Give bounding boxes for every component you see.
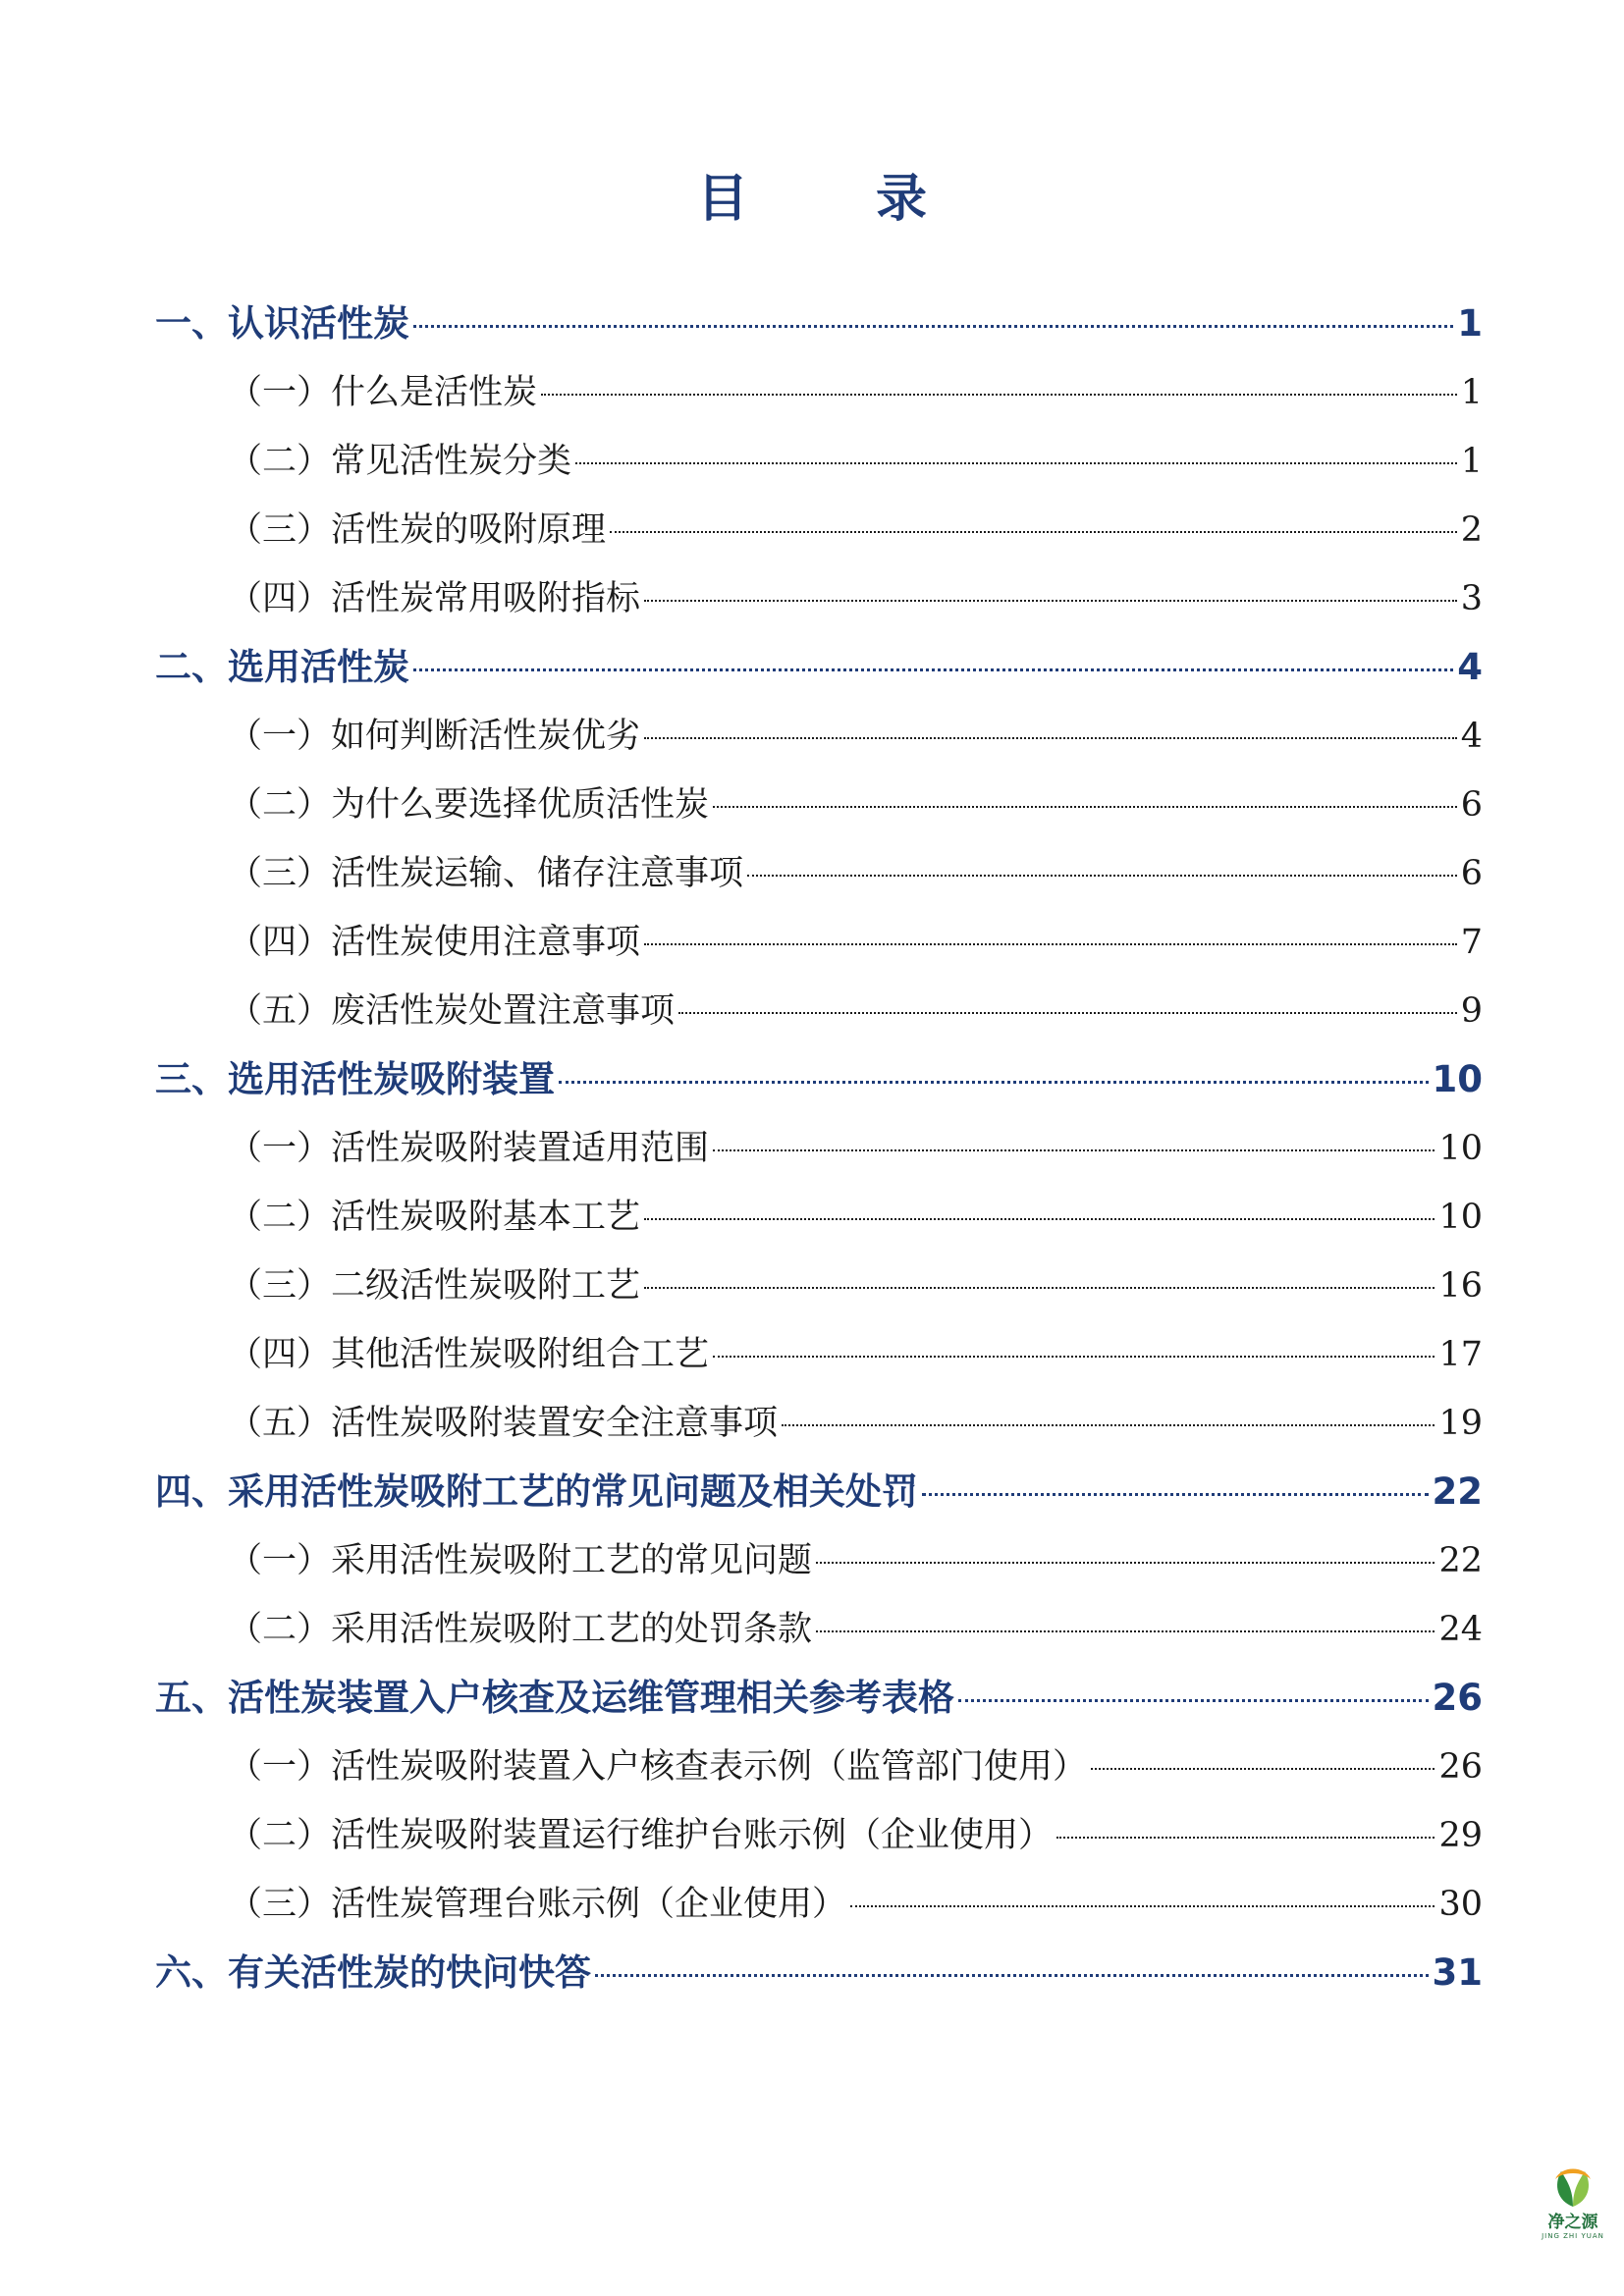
toc-page-number: 6 [1460,785,1483,825]
toc-label: （一）采用活性炭吸附工艺的常见问题 [228,1541,813,1580]
toc-leader [1056,1837,1435,1839]
toc-leader [575,462,1457,464]
table-of-contents [155,290,1483,2007]
toc-entry[interactable] [155,771,1483,839]
toc-page-number: 9 [1460,991,1483,1031]
toc-page-number: 10 [1432,1058,1483,1100]
toc-label: （三）活性炭管理台账示例（企业使用） [228,1885,847,1924]
toc-page-number: 22 [1432,1470,1483,1513]
toc-entry[interactable] [155,1939,1483,2007]
toc-leader [713,1356,1435,1358]
toc-page-number: 22 [1438,1541,1483,1580]
toc-page-number: 29 [1438,1816,1483,1855]
toc-leader [610,531,1457,533]
toc-page-number: 10 [1438,1129,1483,1168]
toc-page-number: 1 [1460,442,1483,481]
toc-page-number: 10 [1438,1198,1483,1237]
toc-leader [541,394,1457,396]
toc-entry[interactable] [155,633,1483,702]
toc-entry[interactable] [155,1870,1483,1939]
toc-label: 五、活性炭装置入户核查及运维管理相关参考表格 [155,1677,954,1719]
toc-page-number: 6 [1460,854,1483,893]
toc-entry[interactable] [155,1114,1483,1183]
toc-page-number: 4 [1460,717,1483,756]
toc-label: （二）为什么要选择优质活性炭 [228,785,710,825]
toc-entry[interactable] [155,908,1483,977]
toc-leader [559,1081,1429,1084]
toc-label: （四）活性炭常用吸附指标 [228,579,641,618]
toc-leader [816,1630,1435,1632]
toc-leader [713,1149,1435,1151]
toc-page-number: 1 [1457,302,1483,345]
toc-leader [713,806,1457,808]
toc-leader [595,1974,1429,1977]
toc-label: 六、有关活性炭的快问快答 [155,1951,591,1994]
toc-label: （二）常见活性炭分类 [228,442,572,481]
toc-entry[interactable] [155,1045,1483,1114]
toc-label: （三）活性炭的吸附原理 [228,510,607,550]
toc-leader [1091,1768,1435,1770]
toc-entry[interactable] [155,1801,1483,1870]
toc-leader [678,1012,1457,1014]
toc-entry[interactable] [155,702,1483,771]
toc-leader [644,1218,1435,1220]
toc-page-number: 17 [1438,1335,1483,1374]
toc-page-number: 2 [1460,510,1483,550]
toc-page-number: 19 [1438,1404,1483,1443]
toc-label: 一、认识活性炭 [155,302,409,345]
toc-entry[interactable] [155,564,1483,633]
toc-leader [922,1493,1429,1496]
toc-label: （一）什么是活性炭 [228,373,538,412]
toc-page-number: 1 [1460,373,1483,412]
toc-entry[interactable] [155,1183,1483,1252]
toc-label: （四）活性炭使用注意事项 [228,923,641,962]
toc-entry[interactable] [155,1458,1483,1526]
toc-page-number: 31 [1432,1951,1483,1994]
toc-entry[interactable] [155,496,1483,564]
leaf-logo-icon [1547,2160,1598,2211]
toc-page-number: 26 [1432,1677,1483,1719]
toc-page-number: 3 [1460,579,1483,618]
page-title: 目 录 [696,170,983,229]
toc-page-number: 24 [1438,1610,1483,1649]
toc-label: （五）废活性炭处置注意事项 [228,991,676,1031]
toc-label: （二）活性炭吸附装置运行维护台账示例（企业使用） [228,1816,1054,1855]
toc-label: （二）活性炭吸附基本工艺 [228,1198,641,1237]
toc-label: （四）其他活性炭吸附组合工艺 [228,1335,710,1374]
toc-page-number: 26 [1438,1747,1483,1787]
toc-entry[interactable] [155,1664,1483,1733]
toc-entry[interactable] [155,358,1483,427]
toc-leader [816,1562,1435,1564]
toc-label: 四、采用活性炭吸附工艺的常见问题及相关处罚 [155,1470,918,1513]
toc-page-number: 16 [1438,1266,1483,1306]
toc-label: （一）如何判断活性炭优劣 [228,717,641,756]
toc-label: （一）活性炭吸附装置适用范围 [228,1129,710,1168]
toc-page-number: 4 [1457,646,1483,688]
toc-label: （五）活性炭吸附装置安全注意事项 [228,1404,779,1443]
toc-label: （一）活性炭吸附装置入户核查表示例（监管部门使用） [228,1747,1088,1787]
toc-page-number: 7 [1460,923,1483,962]
toc-leader [413,668,1453,671]
toc-entry[interactable] [155,1595,1483,1664]
toc-leader [644,737,1457,739]
toc-entry[interactable] [155,427,1483,496]
toc-label: （三）二级活性炭吸附工艺 [228,1266,641,1306]
toc-leader [644,943,1457,945]
toc-label: （二）采用活性炭吸附工艺的处罚条款 [228,1610,813,1649]
logo-name: 净之源 [1547,2213,1598,2232]
toc-label: 二、选用活性炭 [155,646,409,688]
toc-entry[interactable] [155,1252,1483,1320]
toc-entry[interactable] [155,1526,1483,1595]
toc-entry[interactable] [155,977,1483,1045]
toc-entry[interactable] [155,1389,1483,1458]
toc-leader [413,325,1453,328]
toc-entry[interactable] [155,1320,1483,1389]
toc-leader [747,875,1457,877]
toc-leader [644,600,1457,602]
toc-page-number: 30 [1438,1885,1483,1924]
toc-leader [958,1699,1429,1702]
toc-label: 三、选用活性炭吸附装置 [155,1058,555,1100]
toc-leader [850,1905,1435,1907]
toc-leader [782,1424,1435,1426]
toc-entry[interactable] [155,290,1483,358]
logo-subtitle: JING ZHI YUAN [1542,2232,1604,2240]
toc-entry[interactable] [155,1733,1483,1801]
toc-label: （三）活性炭运输、储存注意事项 [228,854,744,893]
toc-entry[interactable] [155,839,1483,908]
toc-leader [644,1287,1435,1289]
brand-logo [1536,2160,1610,2248]
